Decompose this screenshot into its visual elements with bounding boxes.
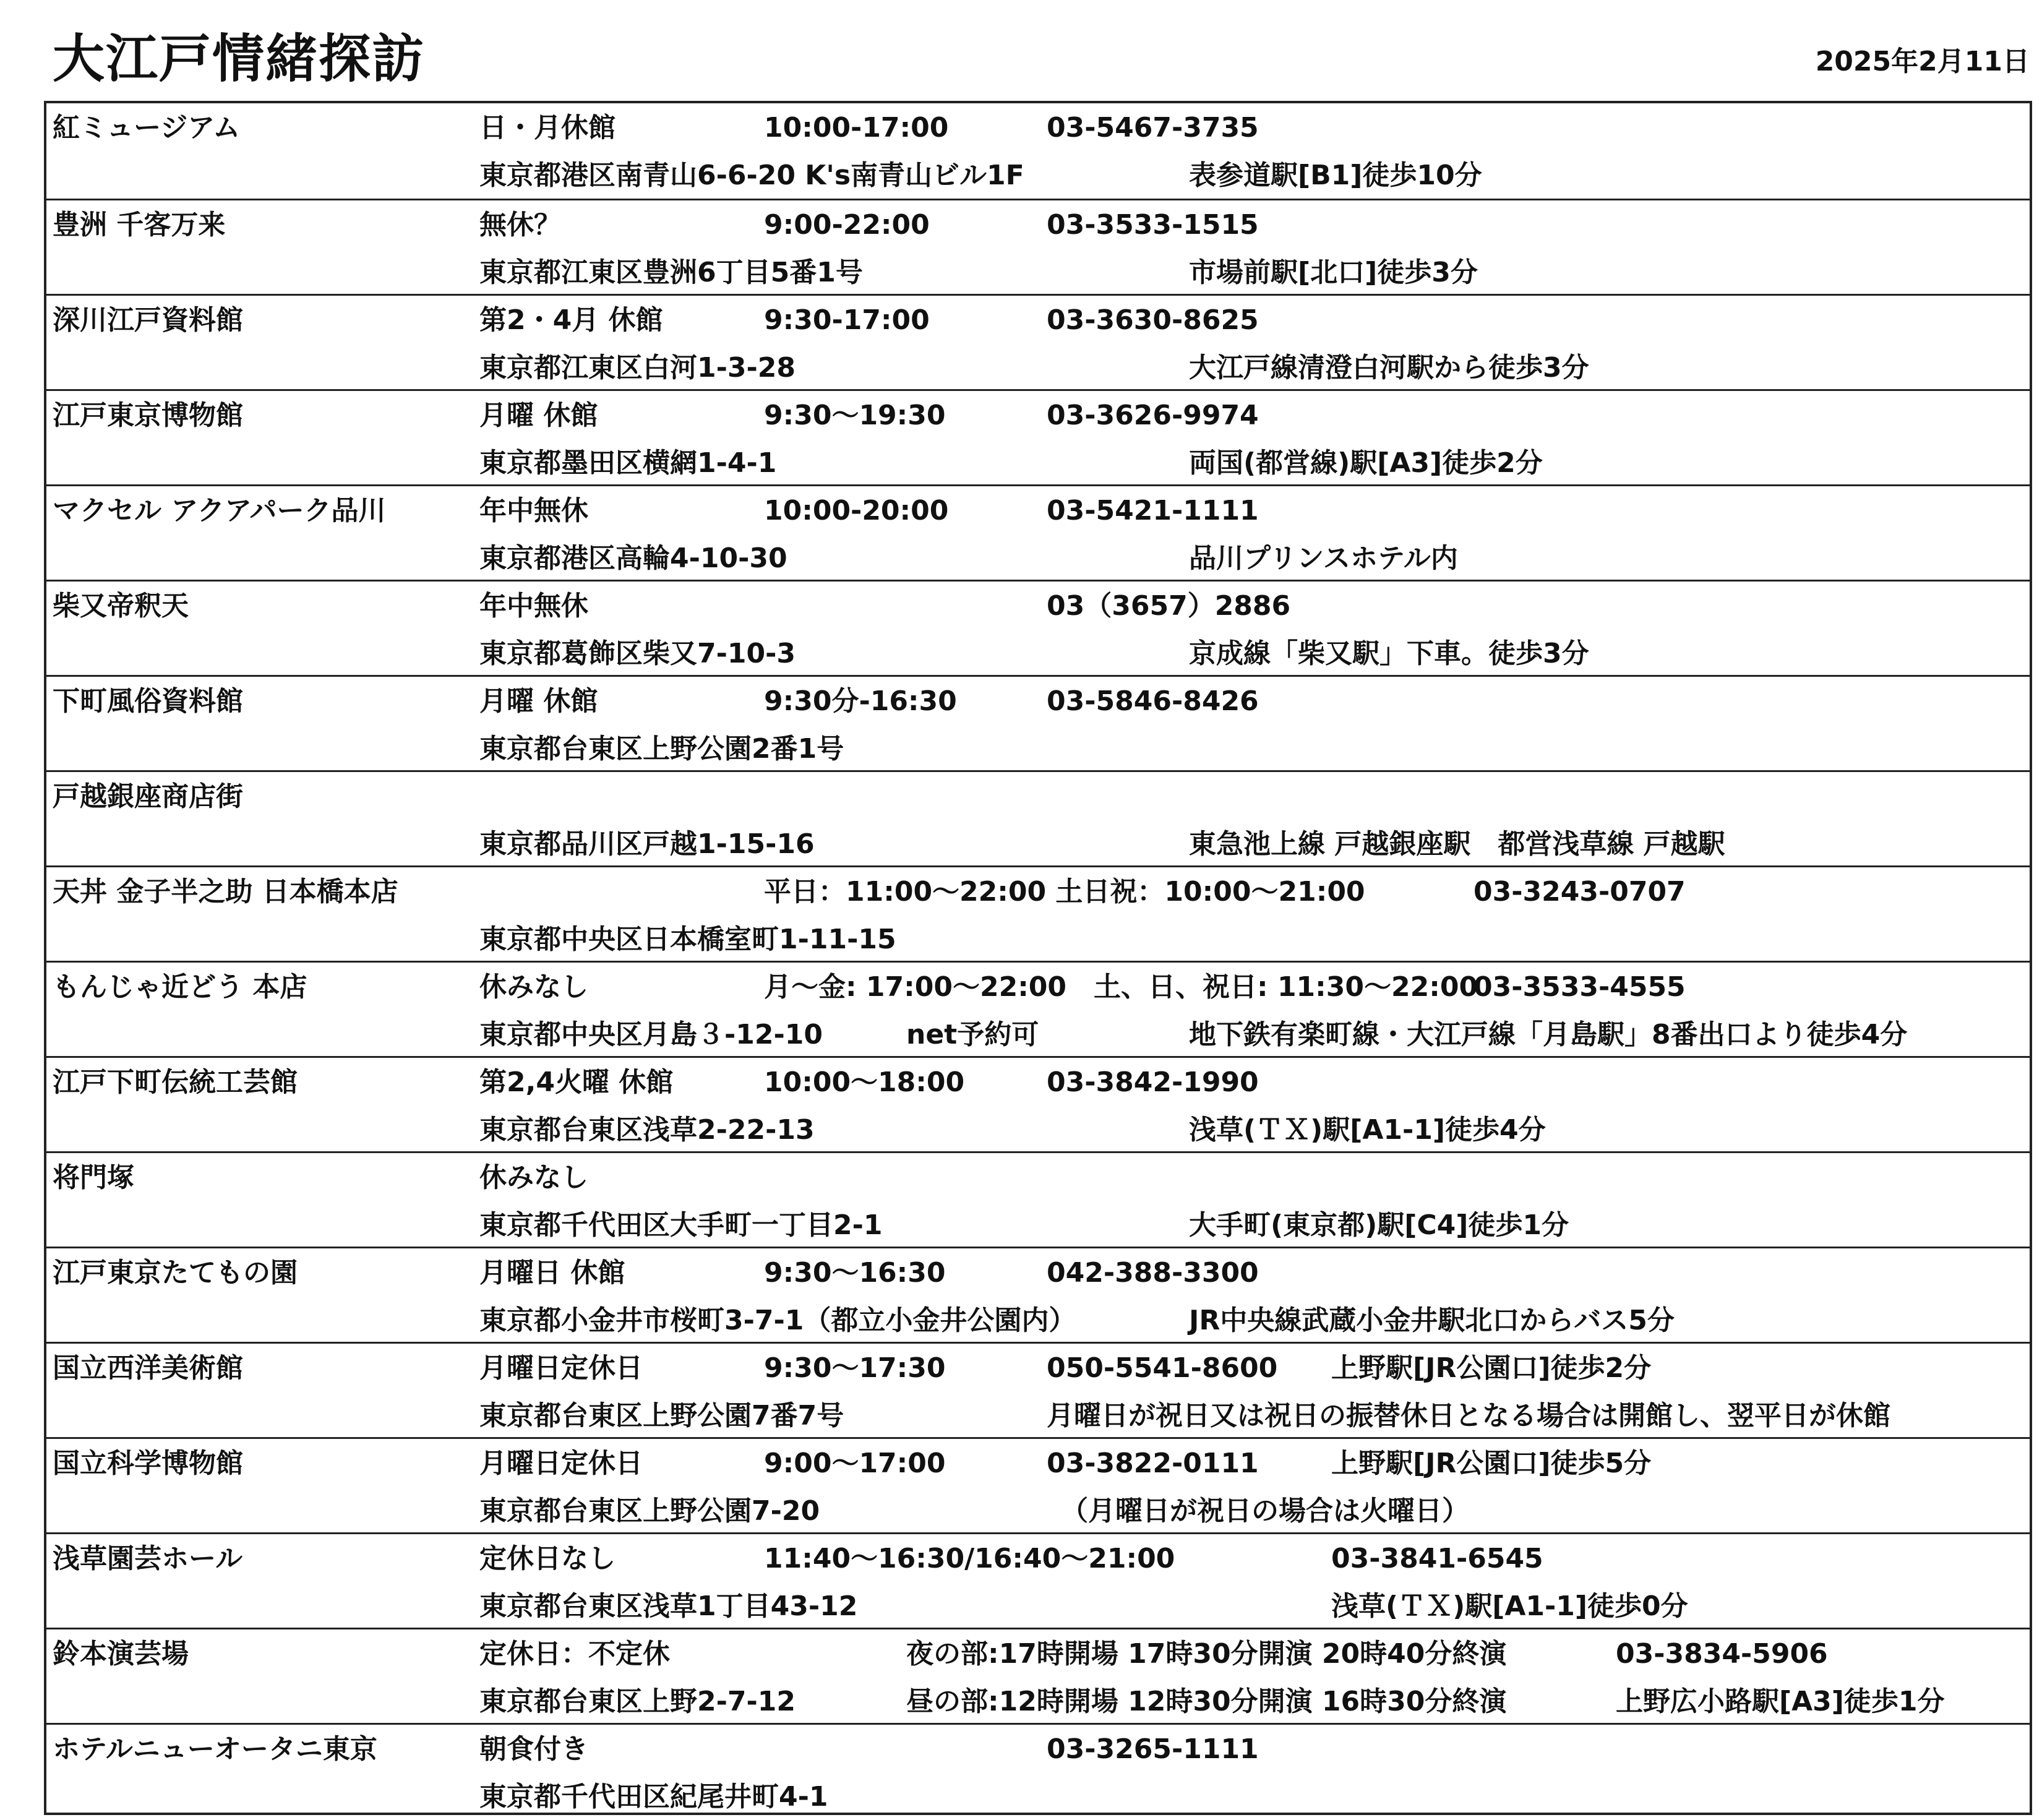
venue-address: 東京都中央区日本橋室町1-11-15 [479,924,896,955]
venue-access: 市場前駅[北口]徒歩3分 [1189,257,1478,288]
venue-address: 東京都台東区上野公園7番7号 [479,1400,844,1432]
venue-note: （月曜日が祝日の場合は火曜日） [1061,1495,1469,1527]
venue-address: 東京都中央区月島３-12-10 [479,1019,823,1050]
venue-entry [46,675,2030,772]
venue-name: 鈴本演芸場 [53,1638,189,1670]
venue-address: 東京都港区南青山6-6-20 K's南青山ビル1F [479,160,1024,191]
venue-closed-days: 月曜日定休日 [479,1352,643,1384]
venue-name: もんじゃ近どう 本店 [53,971,307,1003]
venue-access: 東急池上線 戸越銀座駅 都営浅草線 戸越駅 [1189,828,1725,860]
venue-entry [46,1437,2030,1534]
venue-note: net予約可 [906,1019,1039,1050]
venue-hours: 9:00〜17:00 [764,1448,946,1479]
venue-address: 東京都江東区白河1-3-28 [479,352,796,384]
venue-name: 天丼 金子半之助 日本橋本店 [53,876,398,908]
venue-closed-days: 無休？ [479,209,561,241]
venue-phone: 03-3842-1990 [1047,1067,1259,1098]
venue-access: 京成線「柴又駅」下車。徒歩3分 [1189,638,1589,669]
venue-name: 将門塚 [53,1162,134,1193]
venue-phone: 03-3630-8625 [1047,304,1259,336]
venue-phone: 03（3657）2886 [1047,590,1291,622]
venue-address: 東京都千代田区大手町一丁目2-1 [479,1209,883,1241]
venue-phone: 050-5541-8600 [1047,1352,1278,1384]
venue-entry [46,199,2030,296]
venue-name: 豊洲 千客万来 [53,209,226,241]
venue-closed-days: 休みなし [479,1162,588,1193]
venue-hours: 夜の部:17時開場 17時30分開演 20時40分終演 [906,1638,1507,1670]
venue-phone: 03-3533-1515 [1047,209,1259,241]
venue-access: 表参道駅[B1]徒歩10分 [1189,160,1482,191]
venue-entry [46,1342,2030,1439]
venue-hours: 9:30-17:00 [764,304,930,336]
venue-entry [46,961,2030,1058]
venue-hours: 10:00-20:00 [764,495,949,526]
venue-phone: 042-388-3300 [1047,1257,1259,1289]
venue-entry [46,1056,2030,1153]
venue-phone: 03-3243-0707 [1474,876,1686,908]
venue-access: 地下鉄有楽町線・大江戸線「月島駅」8番出口より徒歩4分 [1189,1019,1908,1050]
venue-hours: 9:30〜17:30 [764,1352,946,1384]
venue-hours: 月〜金: 17:00〜22:00 土、日、祝日: 11:30〜22:00 [764,971,1478,1003]
venue-phone: 03-3841-6545 [1331,1543,1543,1574]
venue-hours: 11:40〜16:30/16:40〜21:00 [764,1543,1175,1574]
venue-hours: 9:30〜19:30 [764,400,946,431]
venue-access: 浅草(ＴＸ)駅[A1-1]徒歩0分 [1331,1590,1688,1622]
venue-hours: 9:30分-16:30 [764,685,957,717]
venue-entry [46,865,2030,963]
venue-entry [46,103,2030,199]
venue-closed-days: 定休日なし [479,1543,616,1574]
venue-hours: 平日：11:00〜22:00 土日祝：10:00〜21:00 [764,876,1365,908]
venue-phone: 03-5421-1111 [1047,495,1259,526]
page-title: 大江戸情緒探訪 [53,28,426,89]
venue-address: 東京都千代田区紀尾井町4-1 [479,1781,828,1813]
venue-closed-days: 第2,4火曜 休館 [479,1067,674,1098]
venue-closed-days: 年中無休 [479,495,588,526]
venue-address: 東京都小金井市桜町3-7-1（都立小金井公園内） [479,1305,1076,1336]
venue-access: 浅草(ＴＸ)駅[A1-1]徒歩4分 [1189,1114,1546,1146]
venue-entry [46,389,2030,486]
venue-closed-days: 月曜 休館 [479,400,598,431]
venue-hours: 昼の部:12時開場 12時30分開演 16時30分終演 [906,1686,1507,1717]
venue-phone: 03-3626-9974 [1047,400,1259,431]
venue-hours: 9:30〜16:30 [764,1257,946,1289]
venue-name: 紅ミュージアム [53,112,241,144]
document-date: 2025年2月11日 [1815,46,2030,77]
venue-name: マクセル アクアパーク品川 [53,495,386,526]
venue-closed-days: 休みなし [479,971,588,1003]
venue-entry [46,1151,2030,1248]
venue-address: 東京都葛飾区柴又7-10-3 [479,638,796,669]
venue-address: 東京都港区高輪4-10-30 [479,543,787,574]
venue-closed-days: 定休日：不定休 [479,1638,670,1670]
venue-name: 下町風俗資料館 [53,685,243,717]
venue-name: 深川江戸資料館 [53,304,243,336]
venue-phone: 03-5467-3735 [1047,112,1259,144]
venue-name: 柴又帝釈天 [53,590,189,622]
venue-hours: 9:00-22:00 [764,209,930,241]
venue-closed-days: 年中無休 [479,590,588,622]
venue-entry [46,1532,2030,1629]
venue-hours: 10:00〜18:00 [764,1067,965,1098]
venue-access: 上野駅[JR公園口]徒歩5分 [1331,1448,1652,1479]
venue-address: 東京都品川区戸越1-15-16 [479,828,815,860]
venue-address: 東京都江東区豊洲6丁目5番1号 [479,257,863,288]
venue-address: 東京都台東区浅草2-22-13 [479,1114,815,1146]
venue-table [44,101,2032,1815]
venue-name: 江戸東京博物館 [53,400,243,431]
venue-address: 東京都台東区上野2-7-12 [479,1686,796,1717]
venue-entry [46,770,2030,867]
venue-access: 両国(都営線)駅[A3]徒歩2分 [1189,447,1543,479]
venue-name: 江戸下町伝統工芸館 [53,1067,298,1098]
venue-closed-days: 第2・4月 休館 [479,304,663,336]
venue-access: 上野駅[JR公園口]徒歩2分 [1331,1352,1652,1384]
venue-entry [46,1723,2030,1820]
venue-access: 大江戸線清澄白河駅から徒歩3分 [1189,352,1589,384]
venue-phone: 03-5846-8426 [1047,685,1259,717]
venue-name: 国立西洋美術館 [53,1352,243,1384]
venue-access: JR中央線武蔵小金井駅北口からバス5分 [1189,1305,1675,1336]
venue-entry [46,580,2030,677]
venue-entry [46,484,2030,582]
venue-address: 東京都台東区浅草1丁目43-12 [479,1590,858,1622]
venue-entry [46,1247,2030,1344]
venue-name: 戸越銀座商店街 [53,781,243,812]
venue-closed-days: 月曜日 休館 [479,1257,625,1289]
venue-closed-days: 月曜 休館 [479,685,598,717]
venue-name: ホテルニューオータニ東京 [53,1733,377,1765]
venue-entry [46,294,2030,391]
venue-note: 月曜日が祝日又は祝日の振替休日となる場合は開館し、翌平日が休館 [1047,1400,1890,1432]
venue-name: 国立科学博物館 [53,1448,243,1479]
venue-address: 東京都台東区上野公園7-20 [479,1495,820,1527]
venue-phone: 03-3834-5906 [1616,1638,1828,1670]
venue-phone: 03-3533-4555 [1474,971,1686,1003]
venue-hours: 10:00-17:00 [764,112,949,144]
venue-phone: 03-3265-1111 [1047,1733,1259,1765]
venue-closed-days: 日・月休館 [479,112,616,144]
venue-address: 東京都墨田区横網1-4-1 [479,447,777,479]
venue-access: 上野広小路駅[A3]徒歩1分 [1616,1686,1945,1717]
venue-closed-days: 朝食付き [479,1733,588,1765]
venue-phone: 03-3822-0111 [1047,1448,1259,1479]
venue-access: 大手町(東京都)駅[C4]徒歩1分 [1189,1209,1569,1241]
venue-name: 浅草園芸ホール [53,1543,243,1574]
venue-name: 江戸東京たてもの園 [53,1257,298,1289]
venue-closed-days: 月曜日定休日 [479,1448,643,1479]
venue-address: 東京都台東区上野公園2番1号 [479,733,844,765]
venue-entry [46,1628,2030,1725]
venue-access: 品川プリンスホテル内 [1189,543,1458,574]
